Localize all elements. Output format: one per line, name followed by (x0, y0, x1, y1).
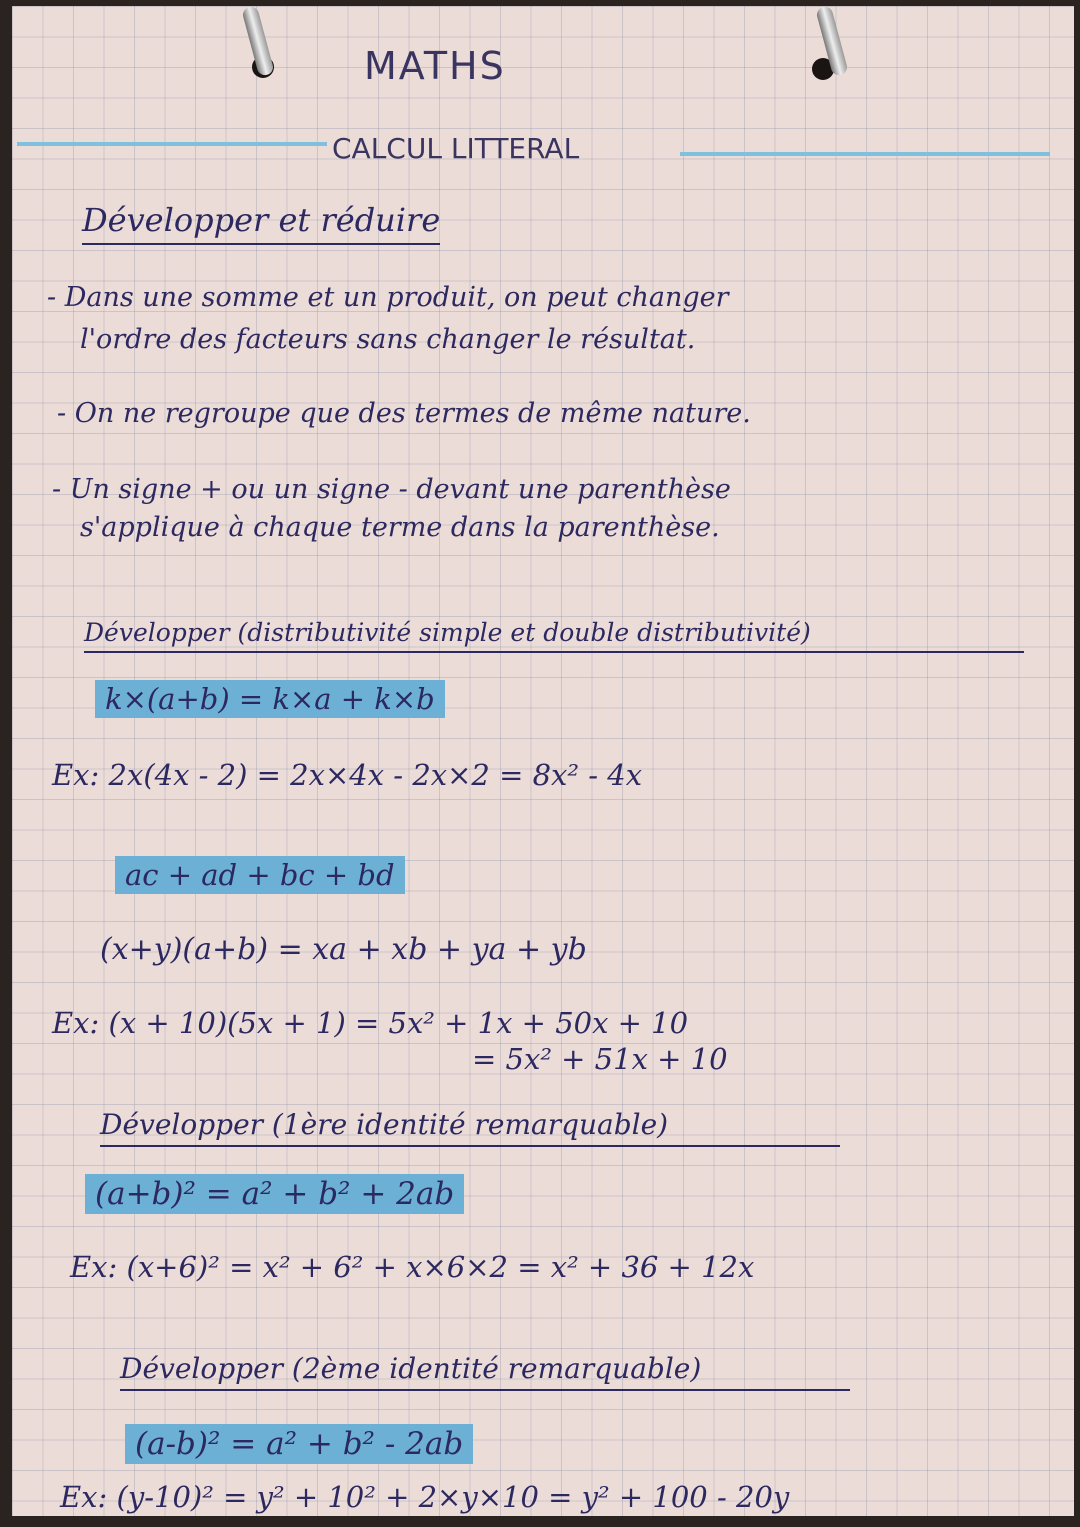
notebook-page (12, 6, 1074, 1516)
bullet-text: - Un signe + ou un signe - devant une parenthèse (52, 474, 731, 505)
page-title: MATHS (364, 44, 506, 88)
section-heading: Développer (distributivité simple et double distributivité) (84, 618, 1024, 653)
example: Ex: (x + 10)(5x + 1) = 5x² + 1x + 50x + 10 (52, 1006, 689, 1040)
formula-highlight: (a-b)² = a² + b² - 2ab (125, 1424, 473, 1464)
section-heading: Développer (1ère identité remarquable) (100, 1108, 840, 1147)
formula-highlight: k×(a+b) = k×a + k×b (95, 680, 445, 718)
section-heading: Développer (2ème identité remarquable) (120, 1352, 850, 1391)
title-rule-left (17, 142, 327, 146)
formula-highlight: ac + ad + bc + bd (115, 856, 405, 894)
formula: (x+y)(a+b) = xa + xb + ya + yb (100, 932, 587, 967)
section-heading: Développer et réduire (82, 201, 440, 245)
page-subtitle: CALCUL LITTERAL (332, 132, 580, 165)
bullet-text: - Dans une somme et un produit, on peut changer (47, 282, 729, 313)
bullet-text: - On ne regroupe que des termes de même nature. (57, 398, 751, 429)
bullet-text: l'ordre des facteurs sans changer le résultat. (80, 324, 696, 355)
bullet-text: s'applique à chaque terme dans la parenthèse. (80, 512, 720, 543)
example: Ex: (y-10)² = y² + 10² + 2×y×10 = y² + 100 - 20y (60, 1480, 790, 1514)
example: Ex: (x+6)² = x² + 6² + x×6×2 = x² + 36 + 12x (70, 1250, 755, 1284)
example: = 5x² + 51x + 10 (472, 1042, 728, 1076)
binder-ring (241, 5, 275, 77)
title-rule-right (680, 152, 1050, 156)
example: Ex: 2x(4x - 2) = 2x×4x - 2x×2 = 8x² - 4x (52, 758, 643, 792)
formula-highlight: (a+b)² = a² + b² + 2ab (85, 1174, 464, 1214)
